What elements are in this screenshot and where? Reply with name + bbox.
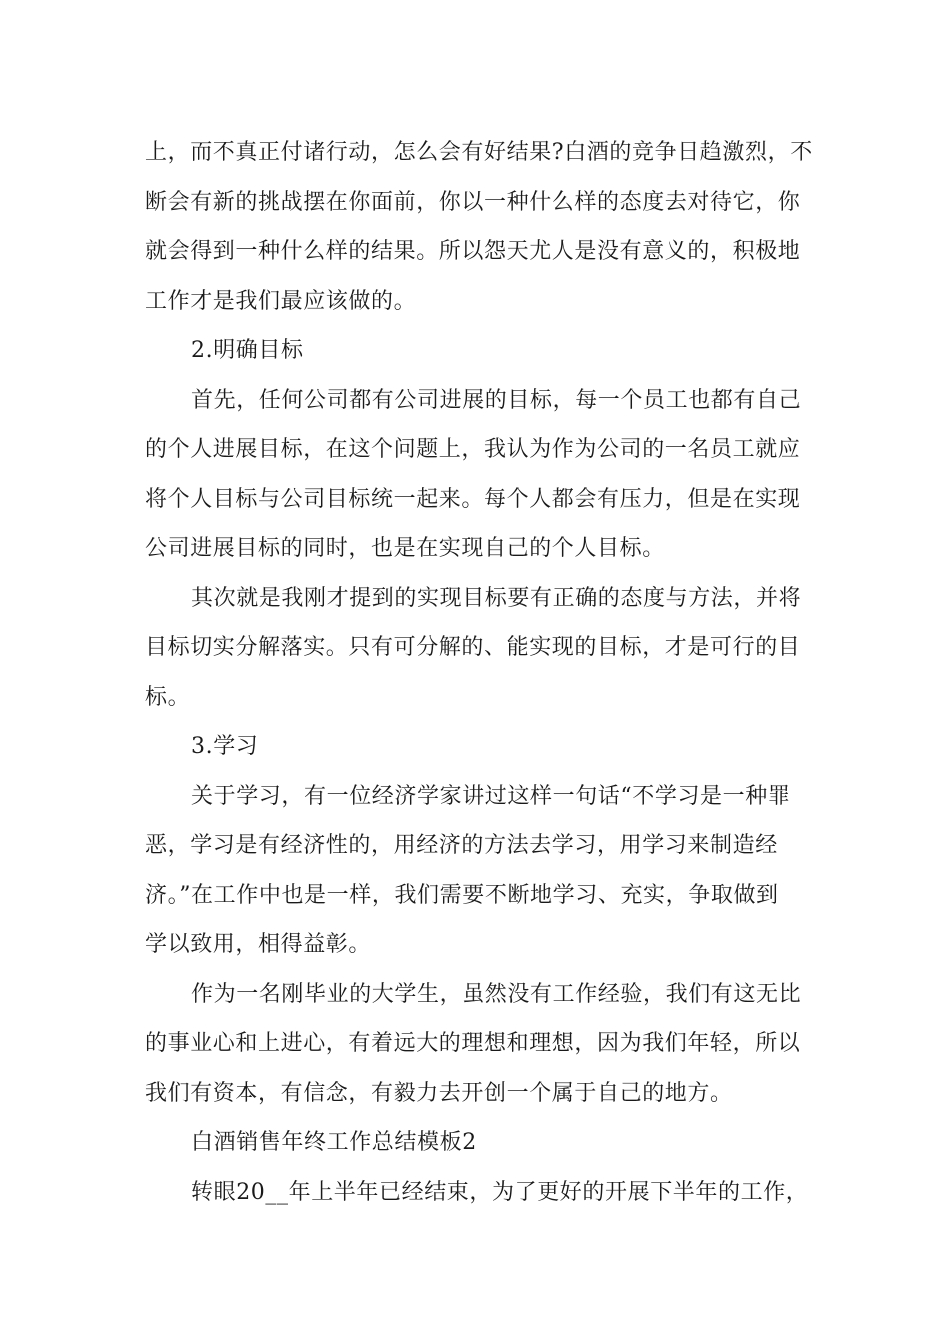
text-line: 转眼20__年上半年已经结束，为了更好的开展下半年的工作， [191,1179,809,1205]
section-heading: 3.学习 [191,734,259,759]
document-title: 白酒销售年终工作总结模板2 [191,1130,477,1155]
text-line: 工作才是我们最应该做的。 [145,288,417,314]
text-line: 断会有新的挑战摆在你面前，你以一种什么样的态度去对待它，你 [145,189,801,215]
text-line: 关于学习，有一位经济学家讲过这样一句话“不学习是一种罪 [191,783,791,809]
section-heading: 2.明确目标 [191,338,304,363]
text-line: 目标切实分解落实。只有可分解的、能实现的目标，才是可行的目 [145,635,801,660]
document-body [145,128,813,1217]
text-line: 公司进展目标的同时，也是在实现自己的个人目标。 [145,536,665,561]
text-line: 上，而不真正付诸行动，怎么会有好结果?白酒的竞争日趋激烈，不 [145,140,813,165]
text-line: 学以致用，相得益彰。 [145,932,372,957]
text-line: 标。 [145,684,191,710]
text-line: 我们有资本，有信念，有毅力去开创一个属于自己的地方。 [145,1080,733,1106]
text-line: 作为一名刚毕业的大学生，虽然没有工作经验，我们有这无比 [191,981,802,1007]
text-line: 恶，学习是有经济性的，用经济的方法去学习，用学习来制造经 [145,833,778,858]
text-line: 的事业心和上进心，有着远大的理想和理想，因为我们年轻，所以 [145,1031,801,1056]
text-line: 济。”在工作中也是一样，我们需要不断地学习、充实，争取做到 [145,882,779,908]
text-line: 将个人目标与公司目标统一起来。每个人都会有压力，但是在实现 [145,486,801,512]
text-line: 的个人进展目标，在这个问题上，我认为作为公司的一名员工就应 [145,437,801,462]
text-line: 其次就是我刚才提到的实现目标要有正确的态度与方法，并将 [191,585,802,611]
text-line: 首先，任何公司都有公司进展的目标，每一个员工也都有自己 [191,387,802,413]
text-line: 就会得到一种什么样的结果。所以怨天尤人是没有意义的，积极地 [145,239,801,264]
